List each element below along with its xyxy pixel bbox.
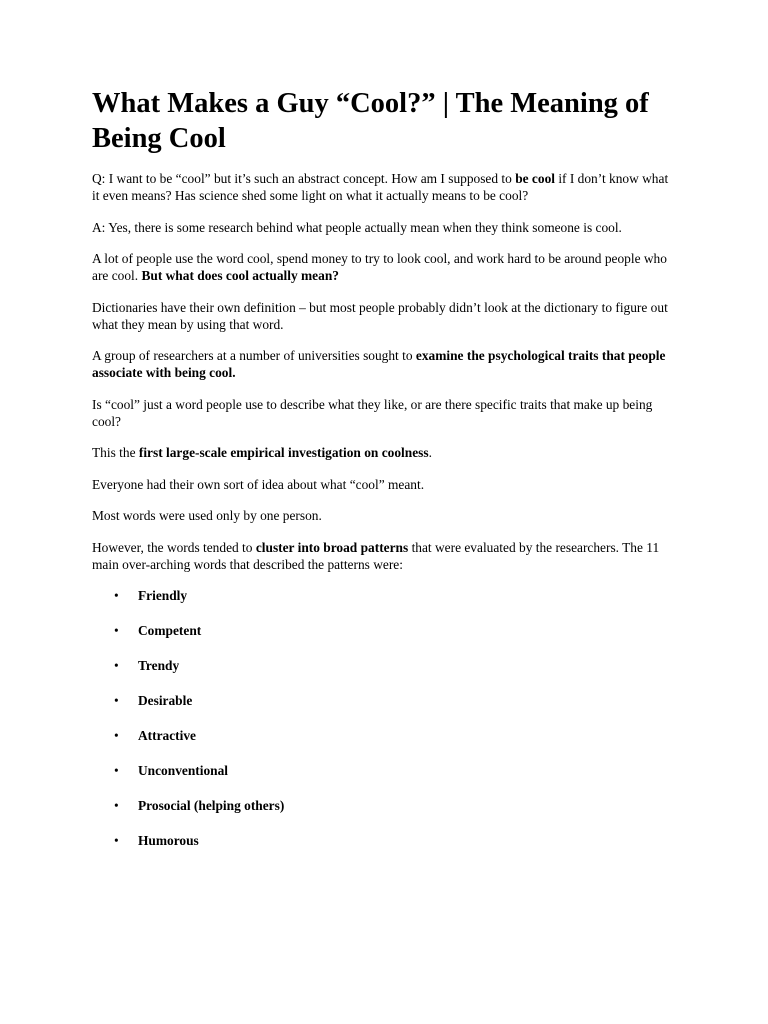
document-page [92, 86, 678, 867]
page-title: What Makes a Guy “Cool?” | The Meaning of Being Cool [92, 88, 649, 154]
bullet-icon: • [114, 623, 119, 638]
bullet-icon: • [114, 728, 119, 743]
list-item [92, 692, 678, 727]
paragraph-everyone: Everyone had their own sort of idea about what “cool” meant. [92, 476, 425, 492]
traits-list [92, 587, 678, 867]
list-item [92, 657, 678, 692]
paragraph-word-cool-text: A lot of people use the word cool, spend money to try to look cool, and work hard to be around people who are cool. [92, 251, 667, 283]
paragraph-question [92, 170, 678, 204]
list-item [92, 832, 678, 867]
bullet-icon: • [114, 588, 119, 603]
trait-label: Humorous [138, 833, 199, 848]
list-item [92, 797, 678, 832]
paragraph-researchers-bold: examine the psychological traits that people associate with being cool. [92, 348, 666, 380]
question-bold-text: be cool [515, 171, 555, 186]
trait-label: Desirable [138, 693, 193, 708]
list-item [92, 622, 678, 657]
trait-label: Trendy [138, 658, 180, 673]
bullet-icon: • [114, 763, 119, 778]
paragraph-word-cool-bold: But what does cool actually mean? [141, 268, 339, 283]
paragraph-patterns [92, 539, 678, 573]
paragraph-first-investigation-bold: first large-scale empirical investigation on coolness [138, 445, 429, 460]
paragraph-question-traits: Is “cool” just a word people use to describe what they like, or are there specific traits that make up being cool? [92, 396, 653, 429]
trait-label: Competent [138, 623, 202, 638]
paragraph-word-cool [92, 250, 678, 284]
trait-label: Attractive [138, 728, 196, 743]
question-text-end: if I don’t know what it even means? Has science shed some light on what it actually means to be cool? [92, 171, 669, 203]
trait-label: Unconventional [138, 763, 229, 778]
paragraph-first-investigation-end: . [428, 445, 432, 460]
paragraph-dictionaries: Dictionaries have their own definition – but most people probably didn’t look at the dictionary to figure out what they mean by using that word. [92, 299, 668, 332]
paragraph-patterns-end: that were evaluated by the researchers. The 11 main over-arching words that described the patterns were: [92, 539, 660, 572]
paragraph-first-investigation-text: This the [92, 445, 139, 460]
bullet-icon: • [114, 658, 119, 673]
bullet-icon: • [114, 693, 119, 708]
trait-label: Prosocial (helping others) [138, 798, 285, 813]
question-text-start: Q: I want to be “cool” but it’s such an abstract concept. How am I supposed to [92, 171, 516, 186]
paragraph-patterns-text: However, the words tended to [92, 539, 256, 555]
trait-label: Friendly [138, 588, 188, 603]
bullet-icon: • [114, 833, 119, 848]
paragraph-most-words: Most words were used only by one person. [92, 508, 322, 523]
bullet-icon: • [114, 798, 119, 813]
list-item [92, 587, 678, 622]
list-item [92, 727, 678, 762]
paragraph-patterns-bold: cluster into broad patterns [255, 539, 409, 555]
paragraph-answer: A: Yes, there is some research behind what people actually mean when they think someone is cool. [92, 219, 622, 235]
paragraph-first-investigation [92, 444, 678, 461]
paragraph-researchers [92, 347, 678, 381]
paragraph-researchers-text: A group of researchers at a number of universities sought to [92, 348, 416, 363]
list-item [92, 762, 678, 797]
